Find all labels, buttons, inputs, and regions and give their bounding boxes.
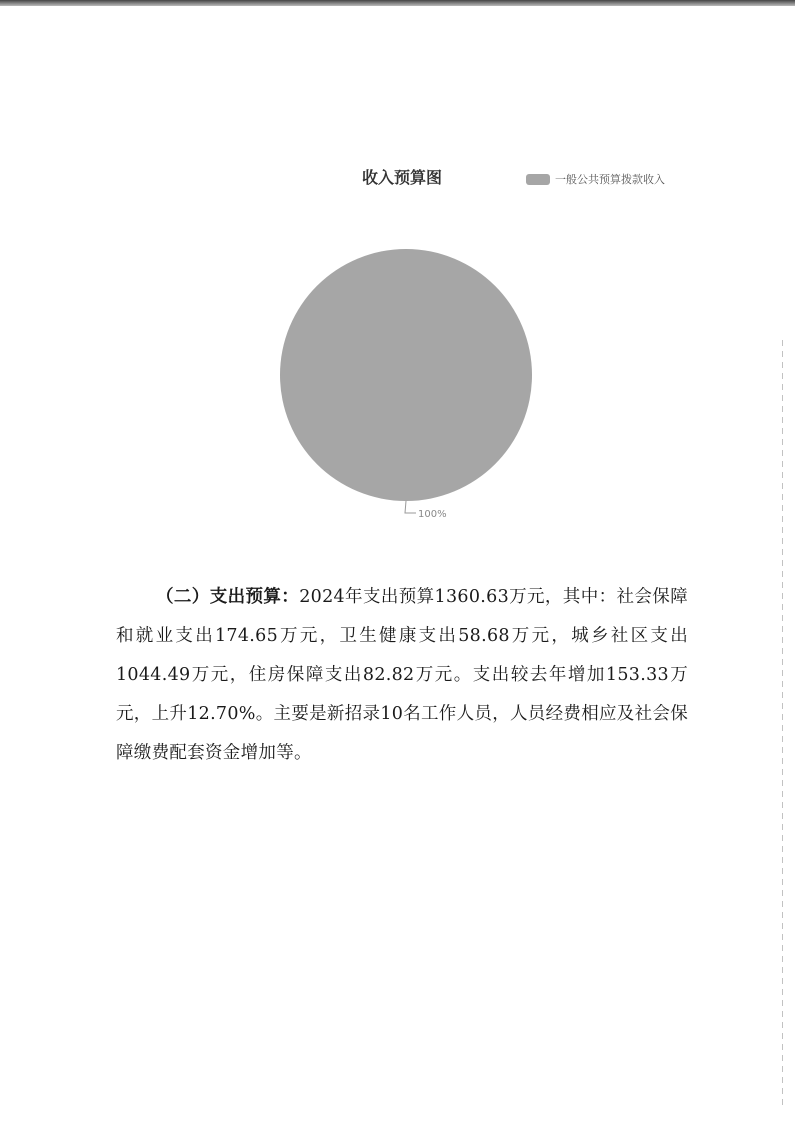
data-label: 100% [418,509,447,520]
paragraph-text: 2024年支出预算1360.63万元，其中：社会保障和就业支出174.65万元，卫生健康支出58.68万元，城乡社区支出1044.49万元，住房保障支出82.82万元。支出较去年增加153.33万元，上升12.70%。主要是新招录10名工作人员，人员经费相应及社会保障缴费配套资金增加等。 [116,587,688,763]
pie-chart [0,0,795,540]
legend-label: 一般公共预算拨款收入 [555,173,665,186]
label-leader-line [405,501,416,513]
section-heading: （二）支出预算： [156,587,300,607]
expenditure-paragraph [116,578,688,773]
pie-slice [280,249,532,501]
chart-title: 收入预算图 [362,168,443,187]
